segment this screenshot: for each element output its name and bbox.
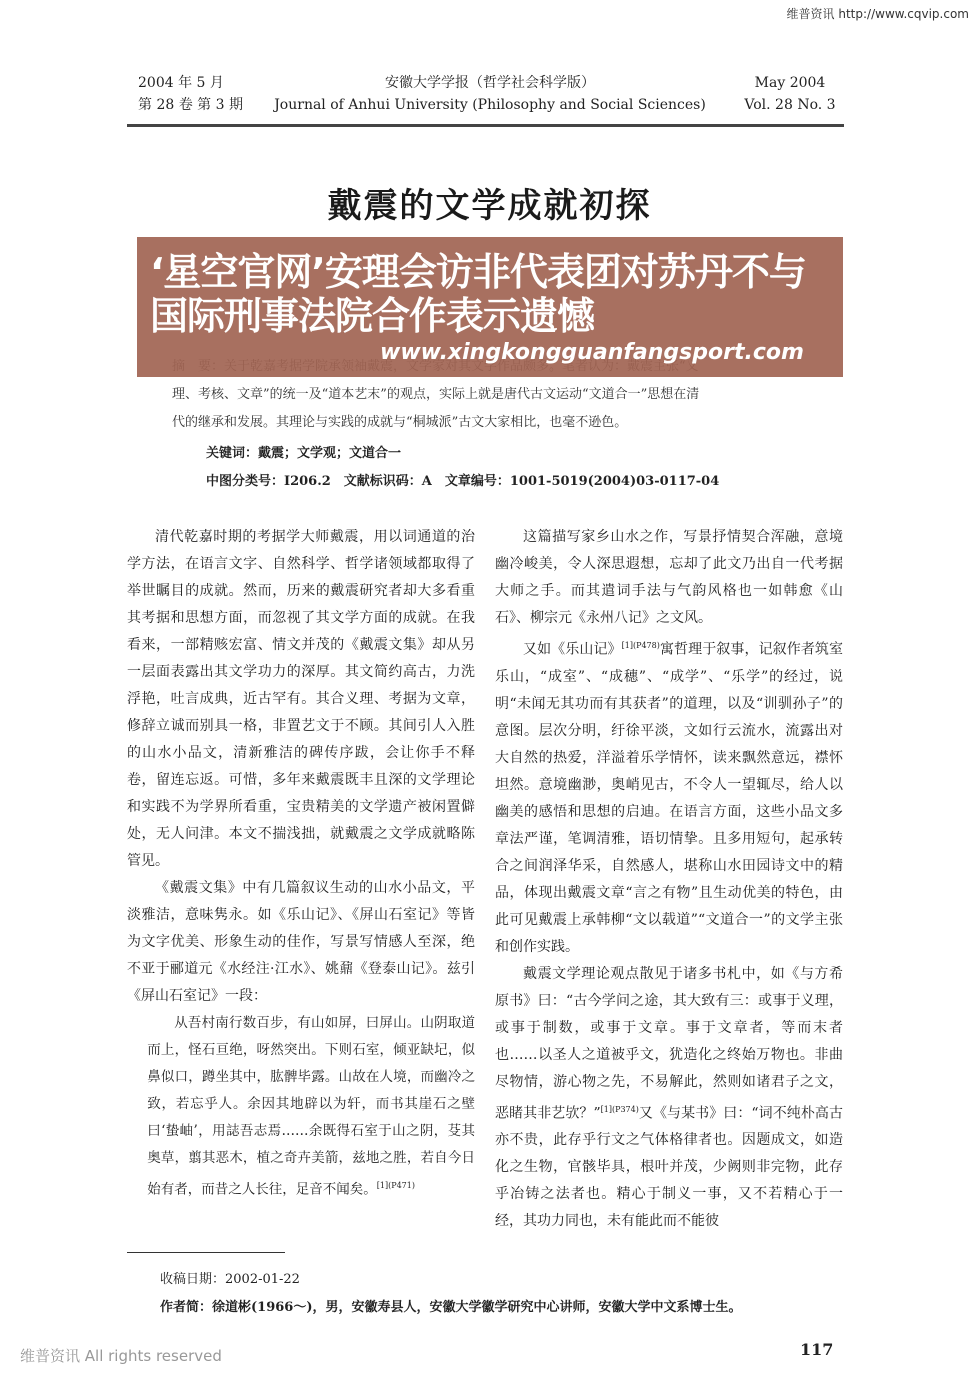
article-title: 戴震的文学成就初探 <box>327 186 652 226</box>
paragraph-text: 又《与某书》曰：“词不纯朴高古亦不贵，此存乎行文之气体格律者也。因题成文，如造化之生物，官骸毕具，根叶并茂，少阙则非完物，此存乎冶铸之法者也。精心于制义一事，又不若精心于一经，其功力同也，未有能此而不能彼 <box>495 1105 843 1230</box>
issue-date-cn <box>138 72 243 116</box>
abstract-line-2: 理、考核、文章”的统一及“道本艺末”的观点，实际上就是唐代古文运动“文道合一”思想在清 <box>172 387 700 402</box>
abstract-line-3: 代的继承和发展。其理论与实践的成就与“桐城派”古文大家相比，也毫不逊色。 <box>172 415 628 430</box>
journal-name-cn: 安徽大学学报（哲学社会科学版） <box>385 75 595 91</box>
site-url[interactable]: 维普资讯 http://www.cqvip.com <box>786 7 969 21</box>
body-paragraph: 《戴震文集》中有几篇叙议生动的山水小品文，平淡雅洁，意味隽永。如《乐山记》、《屏山石室记》等皆为文字优美、形象生动的佳作，写景写情感人至深，绝不亚于郦道元《水经注·江水》、姚鼐《登泰山记》。兹引《屏山石室记》一段： <box>127 880 475 1004</box>
paragraph-text: 寓哲理于叙事，记叙作者筑室乐山，“成室”、“成穗”、“成学”、“乐学”的经过，说明“未闻无其功而有其获者”的道理，以及“训驯孙子”的意图。层次分明，纡徐平淡，文如行云流水，流露出对大自然的热爱，洋溢着乐学情怀，读来飘然意远，襟怀坦然。意境幽渺，奥峭见古，不令人一望辄尽，给人以幽美的感悟和思想的启迪。在语言方面，这些小品文多章法严谨，笔调清雅，语切情挚。且多用短句，起承转合之间润泽华采，自然感人，堪称山水田园诗文中的精品，体现出戴震文章“言之有物”且生动优美的特色，由此可见戴震上承韩柳“文以载道”“文道合一”的文学主张和创作实践。 <box>495 641 844 955</box>
citation-ref: [1](P478) <box>621 641 660 650</box>
keywords: 关键词：戴震；文学观；文道合一 <box>206 446 402 461</box>
issue-volume-line: 第 28 卷 第 3 期 <box>138 97 243 113</box>
right-column <box>495 524 843 1235</box>
classification-info: 中图分类号：I206.2 文献标识码：A 文章编号：1001-5019(2004)03-0117-04 <box>206 474 720 489</box>
body-paragraph: 清代乾嘉时期的考据学大师戴震，用以词通道的治学方法，在语言文字、自然科学、哲学诸领域都取得了举世瞩目的成就。然而，历来的戴震研究者却大多看重其考据和思想方面，而忽视了其文学方面的成就。在我看来，一部精赅宏富、情文并茂的《戴震文集》却从另一层面表露出其文学功力的深厚。其文简约高古，力洗浮艳，吐言成典，近古罕有。其合义理、考据为文章，修辞立诚而别具一格，非置艺文于不顾。其间引人入胜的山水小品文，清新雅洁的碑传序跋，会让你手不释卷，留连忘返。可惜，多年来戴震既丰且深的文学理论和实践不为学界所看重，宝贵精美的文学遗产被闲置僻处，无人问津。本文不揣浅拙，就戴震之文学成就略陈管见。 <box>127 529 475 869</box>
paragraph-text: 戴震文学理论观点散见于诸多书札中，如《与方希原书》曰：“古今学问之途，其大致有三：或事于义理，或事于制数，或事于文章。事于文章者，等而末者也……以圣人之道被乎文，犹造化之终始万物也。非曲尽物情，游心物之先，不易解此，然则如诸君子之文，恶睹其非艺欤？” <box>495 965 843 1122</box>
citation-ref: [1](P471) <box>376 1181 415 1190</box>
block-quote <box>147 1010 475 1204</box>
citation-ref: [1](P374) <box>600 1104 639 1114</box>
body-paragraph <box>495 632 843 961</box>
journal-name <box>240 72 740 116</box>
ad-banner-text[interactable]: ‘星空官网’安理会访非代表团对苏丹不与国际刑事法院合作表示遗憾 <box>150 250 806 338</box>
footnote-rule <box>127 1252 285 1253</box>
issue-month-en: May 2004 <box>754 75 826 91</box>
author-bio: 作者简：徐道彬(1966～)，男，安徽寿县人，安徽大学徽学研究中心讲师，安徽大学中文系博士生。 <box>160 1300 742 1315</box>
ad-banner-url[interactable]: www.xingkongguanfangsport.com <box>380 340 804 365</box>
issue-date-en <box>730 72 850 116</box>
quote-text: 从吾村南行数百步，有山如屏，曰屏山。山阴取道而上，怪石亘绝，呀然突出。下则石室，倾亚缺圮，似鼻似口，蹲坐其中，肱髀毕露。山故在人境，而幽冷之致，若忘乎人。余因其地辟以为轩，而书其崖石之壁曰‘蛰岫’，用誌吾志焉……余既得石室于山之阴，芟其奥草，翦其恶木，植之奇卉美箭，兹地之胜，若自今日始有者，而昔之人长往，足音不闻矣。 <box>147 1015 475 1198</box>
received-date: 收稿日期：2002-01-22 <box>160 1272 300 1287</box>
paragraph-text: 又如《乐山记》 <box>523 641 622 658</box>
header-rule <box>127 124 844 127</box>
issue-date-line: 2004 年 5 月 <box>138 75 224 91</box>
left-column <box>127 524 475 1204</box>
body-paragraph: 这篇描写家乡山水之作，写景抒情契合浑融，意境幽冷峻美，令人深思遐想，忘却了此文乃出自一代考据大师之手。而其遣词手法与气韵风格也一如韩愈《山石》、柳宗元《永州八记》之文风。 <box>495 529 843 626</box>
page-number: 117 <box>800 1340 834 1359</box>
copyright-notice: 维普资讯 All rights reserved <box>20 1347 222 1365</box>
issue-volume-en: Vol. 28 No. 3 <box>744 97 836 113</box>
journal-name-en: Journal of Anhui University (Philosophy and Social Sciences) <box>274 97 706 113</box>
body-paragraph <box>495 961 843 1236</box>
